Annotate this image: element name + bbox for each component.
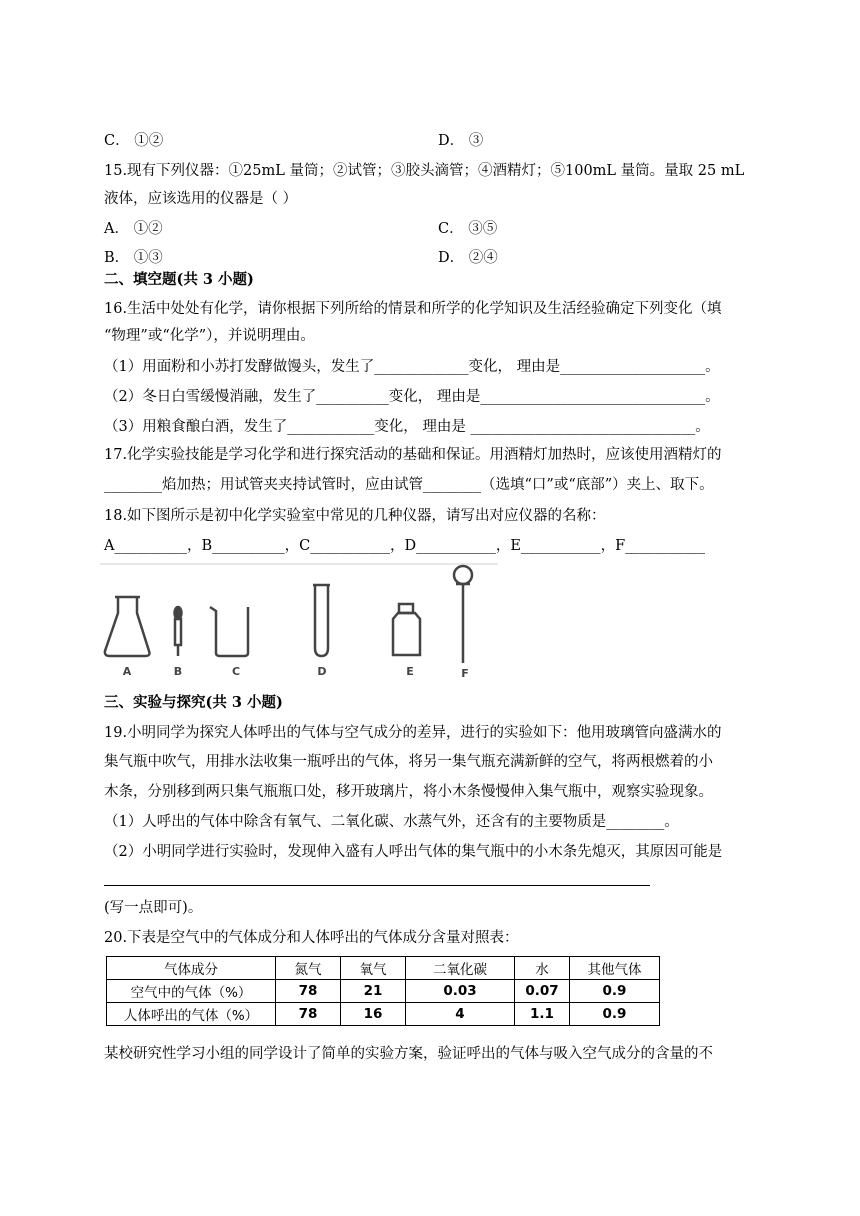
instrument-label-b: B bbox=[173, 665, 183, 678]
table-cell: 0.9 bbox=[570, 980, 660, 1003]
q20-stem-line1: 20.下表是空气中的气体成分和人体呼出的气体成分含量对照表： bbox=[104, 930, 519, 946]
q15-option-c: C． ③⑤ bbox=[438, 221, 498, 237]
table-cell: 4 bbox=[406, 1003, 515, 1026]
long-stem-funnel-icon bbox=[454, 566, 472, 663]
conical-flask-icon bbox=[105, 597, 150, 656]
table-header-cell: 氮气 bbox=[276, 957, 341, 980]
table-header-cell: 氧气 bbox=[341, 957, 406, 980]
table-cell: 0.9 bbox=[570, 1003, 660, 1026]
table-header-cell: 其他气体 bbox=[570, 957, 660, 980]
dropper-icon bbox=[175, 607, 182, 656]
section-3-heading: 三、实验与探究(共 3 小题) bbox=[104, 694, 283, 711]
q15-stem-line2: 液体，应该选用的仪器是（ ） bbox=[104, 191, 298, 207]
q19-stem-line1: 19.小明同学为探究人体呼出的气体与空气成分的差异，进行的实验如下：他用玻璃管向盛满水的 bbox=[104, 725, 722, 741]
q19-stem-line3: 木条，分别移到两只集气瓶瓶口处，移开玻璃片，将小木条慢慢伸入集气瓶中，观察实验现象。 bbox=[104, 784, 713, 800]
instrument-label-d: D bbox=[317, 665, 327, 678]
table-header-cell: 二氧化碳 bbox=[406, 957, 515, 980]
table-header-row bbox=[107, 957, 660, 980]
table-cell: 16 bbox=[341, 1003, 406, 1026]
table-cell: 1.1 bbox=[515, 1003, 570, 1026]
instrument-label-e: E bbox=[406, 665, 414, 678]
table-cell: 78 bbox=[276, 1003, 341, 1026]
q19-sub2: （2）小明同学进行实验时，发现伸入盛有人呼出气体的集气瓶中的小木条先熄灭，其原因可能是 bbox=[104, 844, 723, 860]
q18-answer-line: A__________，B__________，C___________，D___________，E___________，F___________ bbox=[104, 538, 705, 554]
q16-stem-line2: “物理”或“化学”），并说明理由。 bbox=[104, 328, 315, 344]
test-tube-icon bbox=[313, 585, 330, 656]
table-cell: 0.07 bbox=[515, 980, 570, 1003]
instrument-label-c: C bbox=[231, 665, 241, 678]
instrument-label-f: F bbox=[461, 667, 469, 680]
gas-composition-table bbox=[106, 956, 660, 1026]
table-cell: 人体呼出的气体（%） bbox=[107, 1003, 276, 1026]
q14-option-d: D． ③ bbox=[438, 133, 484, 149]
instrument-label-a: A bbox=[122, 665, 132, 678]
q17-stem-line2: ________焰加热；用试管夹夹持试管时，应由试管________（选填“口”或“底部”）夹上、取下。 bbox=[104, 477, 714, 493]
q15-option-b: B． ①③ bbox=[104, 250, 163, 266]
table-cell: 78 bbox=[276, 980, 341, 1003]
q19-sub2-note: (写一点即可)。 bbox=[104, 900, 203, 916]
table-cell: 0.03 bbox=[406, 980, 515, 1003]
q14-option-c: C． ①② bbox=[104, 133, 164, 149]
table-cell: 空气中的气体（%） bbox=[107, 980, 276, 1003]
table-header-cell: 水 bbox=[515, 957, 570, 980]
q19-answer-blank bbox=[104, 885, 650, 886]
q17-stem-line1: 17.化学实验技能是学习化学和进行探究活动的基础和保证。用酒精灯加热时，应该使用酒精灯的 bbox=[104, 447, 722, 463]
lab-instruments-figure bbox=[100, 563, 500, 681]
q16-sub2: （2）冬日白雪缓慢消融，发生了__________变化， 理由是_______________________________。 bbox=[104, 389, 720, 405]
table-header-cell: 气体成分 bbox=[107, 957, 276, 980]
q16-sub3: （3）用粮食酿白酒，发生了____________变化， 理由是 _______________________________。 bbox=[104, 419, 710, 435]
section-2-heading: 二、填空题(共 3 小题) bbox=[104, 271, 254, 288]
table-cell: 21 bbox=[341, 980, 406, 1003]
q16-stem-line1: 16.生活中处处有化学，请你根据下列所给的情景和所学的化学知识及生活经验确定下列变化（填 bbox=[104, 301, 722, 317]
q16-sub1: （1）用面粉和小苏打发酵做馒头，发生了_____________变化， 理由是____________________。 bbox=[104, 359, 720, 375]
q15-option-a: A． ①② bbox=[104, 221, 163, 237]
q19-stem-line2: 集气瓶中吹气，用排水法收集一瓶呼出的气体，将另一集气瓶充满新鲜的空气，将两根燃着的小 bbox=[104, 754, 713, 770]
q15-stem-line1: 15.现有下列仪器：①25mL 量筒；②试管；③胶头滴管；④酒精灯；⑤100mL 量筒。量取 25 mL bbox=[104, 163, 745, 179]
q19-sub1: （1）人呼出的气体中除含有氧气、二氧化碳、水蒸气外，还含有的主要物质是________。 bbox=[104, 814, 679, 830]
table-row bbox=[107, 1003, 660, 1026]
q18-stem-line1: 18.如下图所示是初中化学实验室中常见的几种仪器，请写出对应仪器的名称： bbox=[104, 508, 606, 524]
q15-option-d: D． ②④ bbox=[438, 250, 498, 266]
table-row bbox=[107, 980, 660, 1003]
beaker-icon bbox=[210, 607, 248, 656]
reagent-bottle-icon bbox=[393, 604, 420, 655]
q20-stem-line2: 某校研究性学习小组的同学设计了简单的实验方案，验证呼出的气体与吸入空气成分的含量的不 bbox=[104, 1046, 713, 1062]
